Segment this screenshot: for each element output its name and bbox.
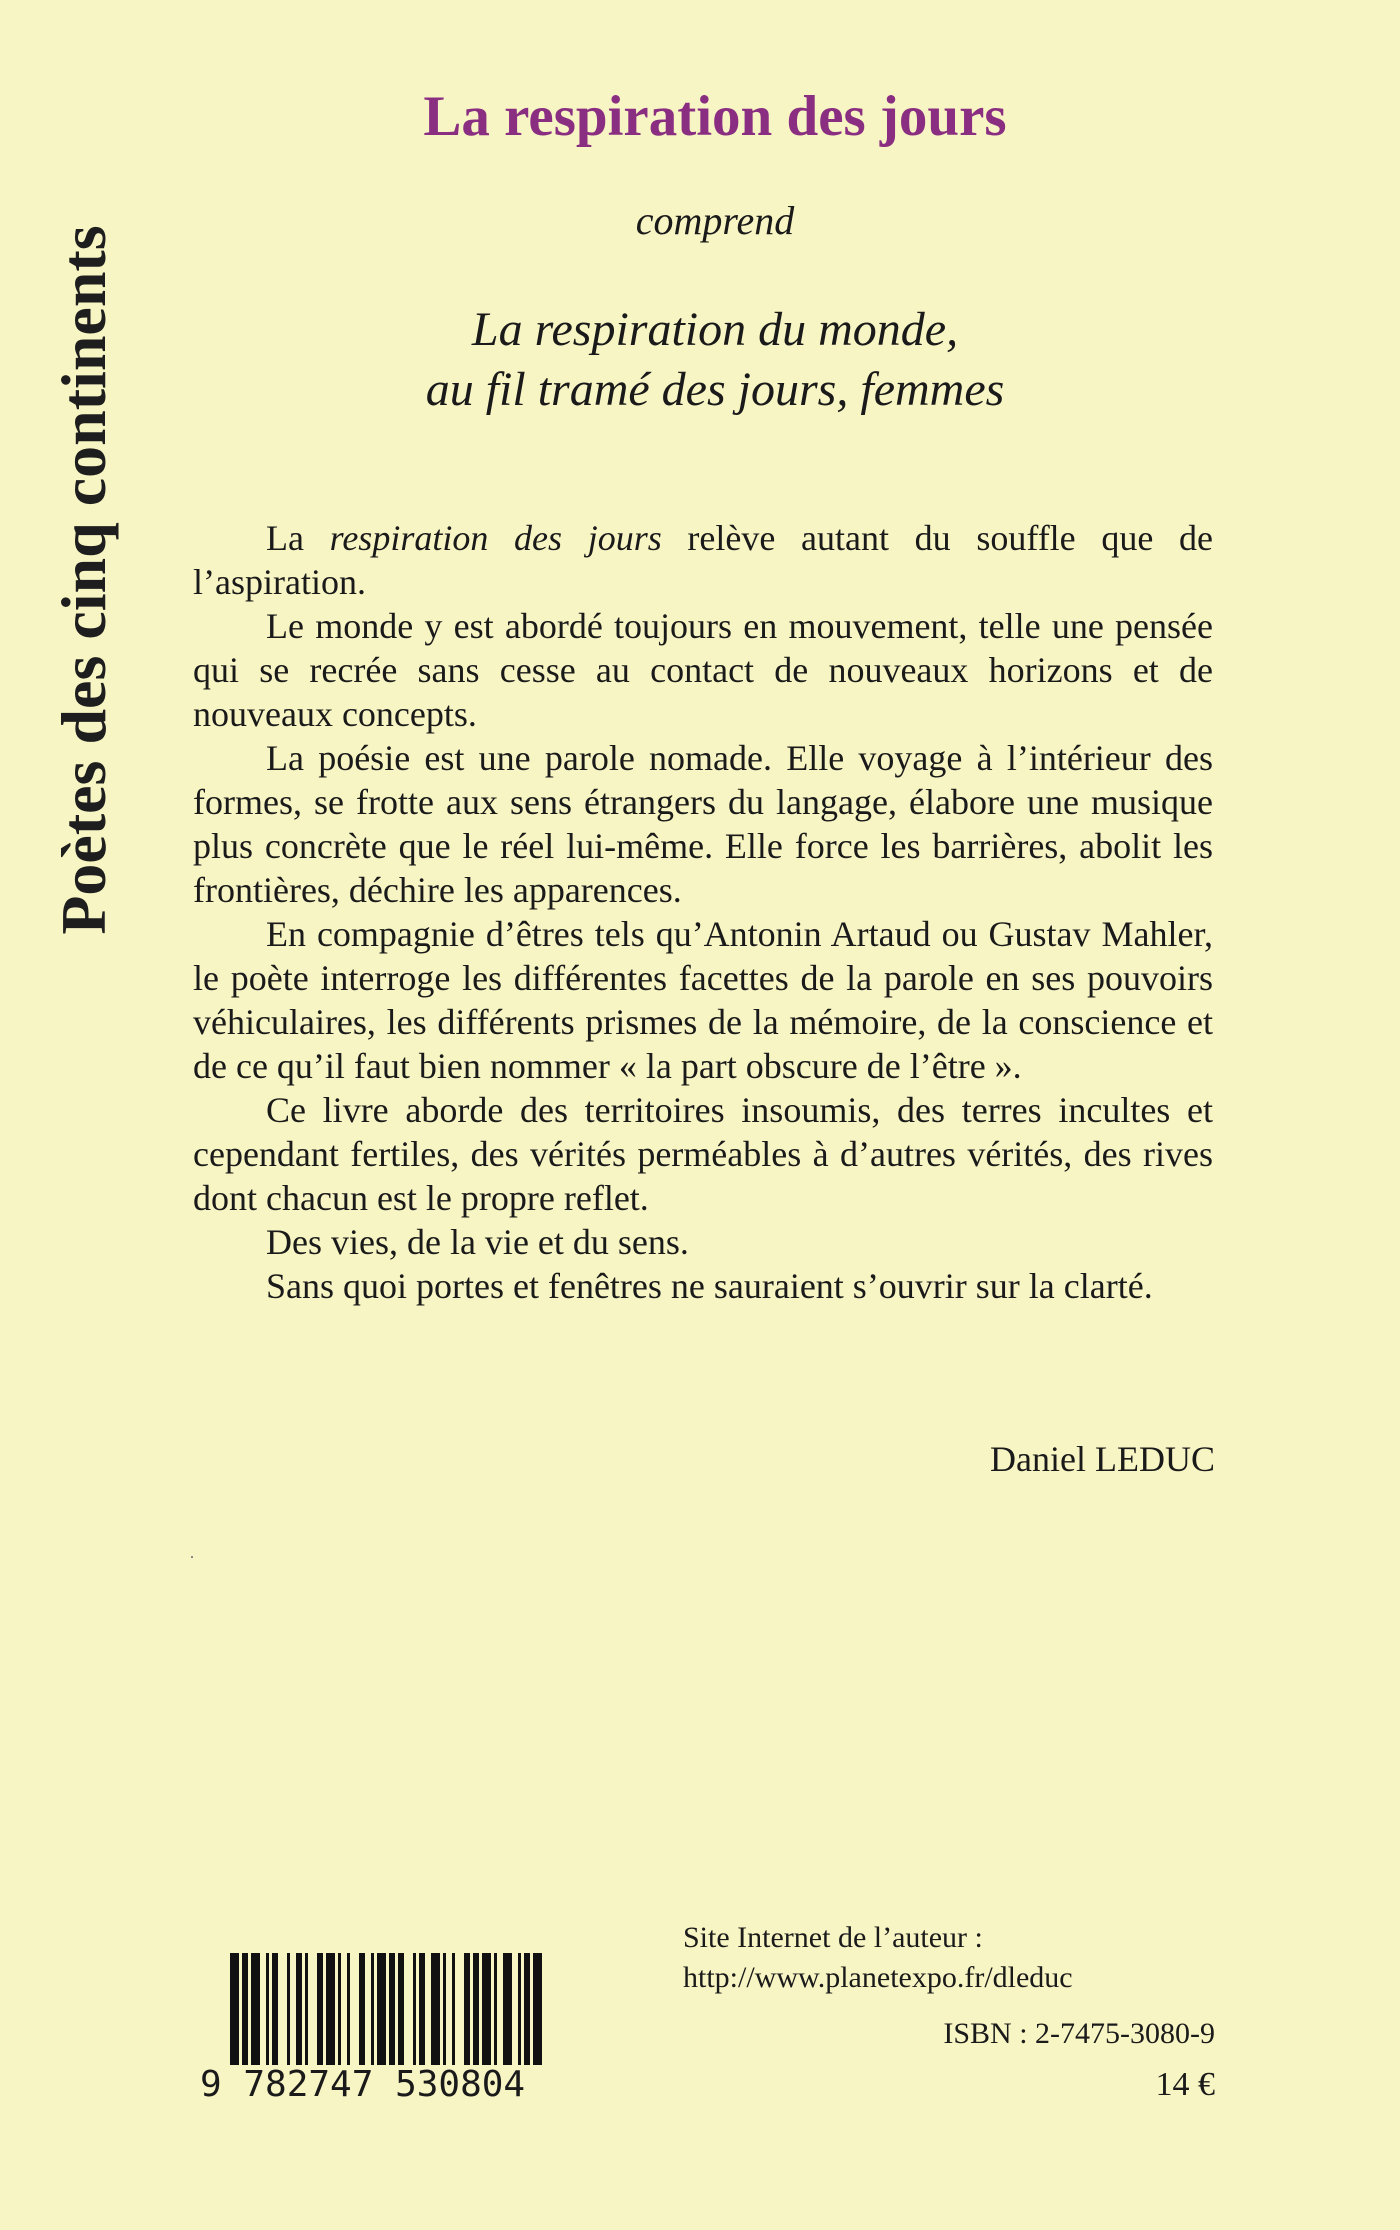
spine-collection-title (48, 170, 120, 990)
paragraph-3: La poésie est une parole nomade. Elle voyage à l’intérieur des formes, se frotte aux sens étrangers du langage, élabore une musique plus concrète que le réel lui-même. Elle force les barrières, abolit les frontières, déchire les apparences. (193, 738, 1213, 910)
barcode-bar (287, 1953, 290, 2065)
paragraph-6: Des vies, de la vie et du sens. (266, 1222, 689, 1262)
barcode-bar (266, 1953, 269, 2065)
book-title: La respiration des jours (423, 85, 1007, 148)
barcode-bar (359, 1953, 365, 2065)
included-works-line-2: au fil tramé des jours, femmes (425, 363, 1005, 416)
barcode-bar (242, 1953, 248, 2065)
included-works-line-1: La respiration du monde, (471, 303, 959, 356)
barcode-bar (272, 1953, 278, 2065)
paragraph-4: En compagnie d’êtres tels qu’Antonin Artaud ou Gustav Mahler, le poète interroge les différentes facettes de la parole en ses pouvoirs véhiculaires, les différents prismes de la mémoire, de la conscience et de ce qu’il faut bien nommer « la part obscure de l’être ». (193, 914, 1213, 1086)
barcode-bar (464, 1953, 470, 2065)
paragraph-2: Le monde y est abordé toujours en mouvement, telle une pensée qui se recrée sans cesse au contact de nouveaux horizons et de nouveaux concepts. (193, 606, 1213, 734)
paragraph-7: Sans quoi portes et fenêtres ne sauraient s’ouvrir sur la clarté. (266, 1266, 1153, 1306)
barcode-digits: 9 782747 530804 (200, 2064, 526, 2105)
paragraph-5: Ce livre aborde des territoires insoumis, des terres incultes et cependant fertiles, des vérités perméables à d’autres vérités, des rives dont chacun est le propre reflet. (193, 1090, 1213, 1218)
barcode-bars (230, 1953, 595, 2065)
barcode-bar (347, 1953, 350, 2065)
barcode-bar (338, 1953, 341, 2065)
paragraph-1-italic: respiration des jours (329, 518, 662, 558)
barcode-bar (503, 1953, 512, 2065)
barcode-bar (398, 1953, 404, 2065)
paragraph-1-end: relève autant du souffle que de l’aspiration. (193, 518, 1213, 602)
barcode-bar (251, 1953, 260, 2065)
barcode-bar (305, 1953, 308, 2065)
barcode-bar (473, 1953, 479, 2065)
paragraph-1-start: La (266, 518, 330, 558)
barcode-bar (482, 1953, 491, 2065)
comprend-label: comprend (635, 198, 795, 243)
barcode-bar (371, 1953, 374, 2065)
barcode-bar (533, 1953, 542, 2065)
price: 14 € (1155, 2066, 1215, 2103)
barcode-bar (296, 1953, 302, 2065)
barcode-bar (518, 1953, 521, 2065)
back-cover-text (193, 516, 1213, 1308)
barcode-bar (443, 1953, 446, 2065)
barcode-bar (494, 1953, 497, 2065)
barcode-bar (389, 1953, 395, 2065)
barcode-bar (377, 1953, 386, 2065)
barcode-bar (431, 1953, 440, 2065)
author-signature: Daniel LEDUC (990, 1439, 1215, 1479)
barcode-bar (524, 1953, 530, 2065)
barcode-bar (317, 1953, 323, 2065)
collection-name: Poètes des cinq continents (48, 225, 119, 935)
barcode-bar (326, 1953, 335, 2065)
speck (191, 1556, 193, 1558)
paragraph-1 (193, 516, 1213, 604)
barcode-bar (413, 1953, 416, 2065)
barcode-bar (452, 1953, 455, 2065)
author-website (683, 1918, 1073, 1998)
barcode-bar (230, 1953, 239, 2065)
barcode-bar (419, 1953, 425, 2065)
isbn: ISBN : 2-7475-3080-9 (943, 2017, 1215, 2050)
website-url[interactable]: http://www.planetexpo.fr/dleduc (683, 1961, 1073, 1994)
included-works (200, 300, 1230, 420)
website-label: Site Internet de l’auteur : (683, 1921, 983, 1954)
